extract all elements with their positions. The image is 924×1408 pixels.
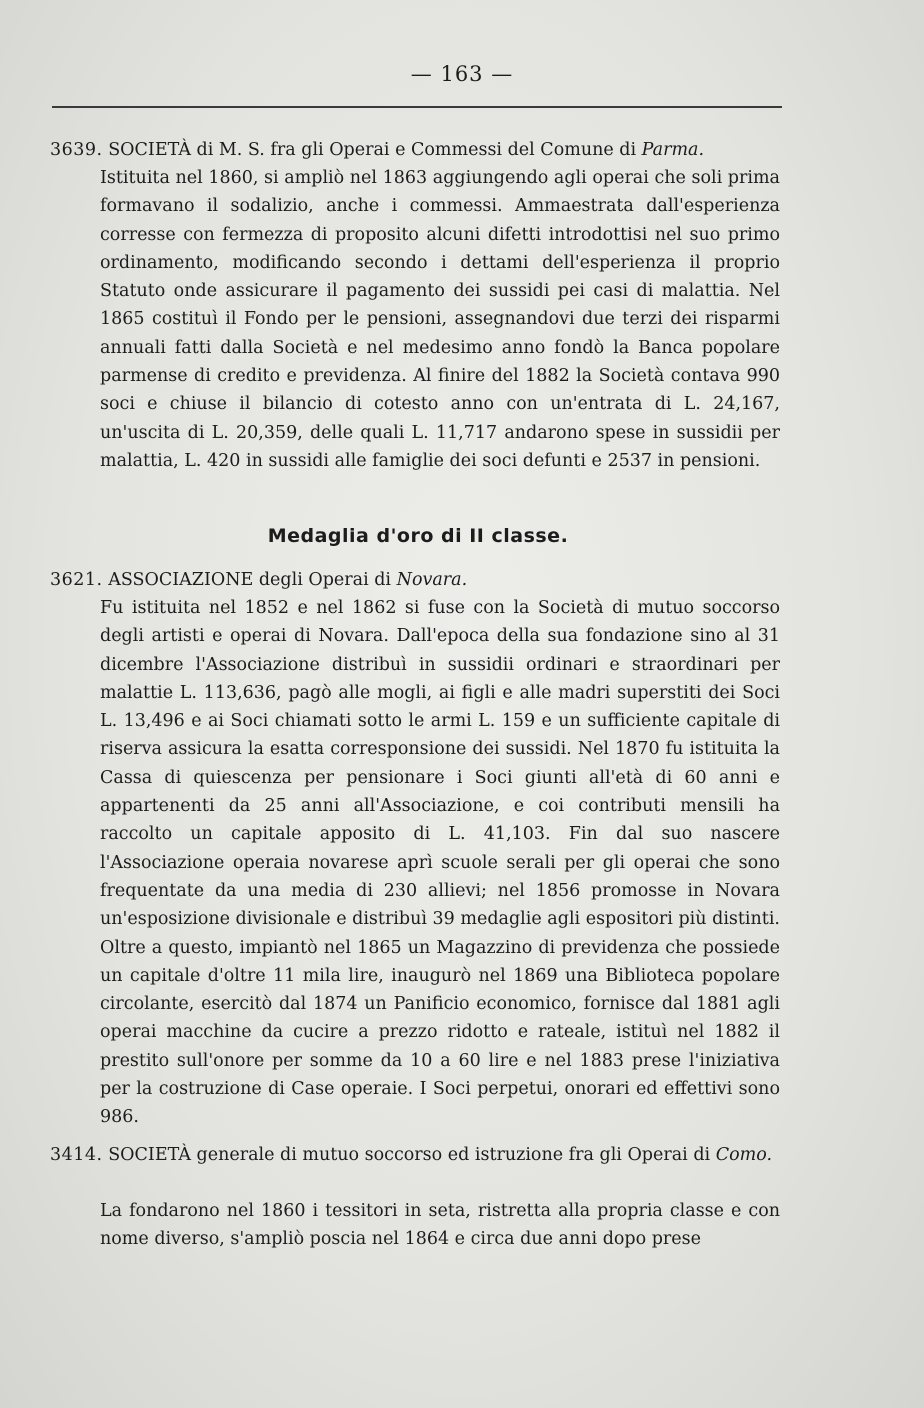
entry-place: Como. [715, 1145, 773, 1165]
entry-heading [50, 566, 780, 594]
entry-body: Fu istituita nel 1852 e nel 1862 si fuse con la Società di mutuo soccorso degli artisti e operai di Novara. Dall'epoca della sua fondazione sino al 31 dicembre l'Associazione distribuì in sussidii ordinari e straordinari per malattie L. 113,636, pagò alle mogli, ai figli e alle madri superstiti dei Soci L. 13,496 e ai Soci chiamati sotto le armi L. 159 e un sufficiente capitale di riserva assicura la esatta corresponsione dei sussidi. Nel 1870 fu istituita la Cassa di quiescenza per pensionare i Soci giunti all'età di 60 anni e appartenenti da 25 anni all'Associazione, e coi contributi mensili ha raccolto un capitale apposito di L. 41,103. Fin dal suo nascere l'Associazione operaia novarese aprì scuole serali per gli operai che sono frequentate da una media di 230 allievi; nel 1856 promosse in Novara un'esposizione divisionale e distribuì 39 medaglie agli espositori più distinti. Oltre a questo, impiantò nel 1865 un Magazzino di previdenza che possiede un capitale d'oltre 11 mila lire, inaugurò nel 1869 una Biblioteca popolare circolante, esercitò dal 1874 un Panificio economico, fornisce dal 1881 agli operai macchine da cucire a prezzo ridotto e rateale, istituì nel 1882 il prestito sull'onore per somme da 10 a 60 lire e nel 1883 prese l'iniziativa per la costruzione di Case operaie. I Soci perpetui, onorari ed effettivi sono 986. [100, 598, 780, 1128]
entry-title: ASSOCIAZIONE degli Operai di [108, 570, 392, 590]
entry-number: 3639. [50, 140, 103, 160]
entry-heading [50, 1141, 780, 1169]
entry-place: Parma. [641, 140, 705, 160]
entry-body: La fondarono nel 1860 i tessitori in seta, ristretta alla propria classe e con nome diverso, s'ampliò poscia nel 1864 e circa due anni dopo prese [100, 1201, 780, 1250]
section-title: Medaglia d'oro di II classe. [267, 525, 569, 547]
entry-place: Novara. [396, 570, 468, 590]
page-number: — 163 — [410, 62, 514, 86]
entry-body: Istituita nel 1860, si ampliò nel 1863 aggiungendo agli operai che soli prima formavano il sodalizio, anche i commessi. Ammaestrata dall'esperienza corresse con fermezza di proposito alcuni difetti introdottisi nel suo primo ordinamento, modificando secondo i dettami dell'esperienza il proprio Statuto onde assicurare il pagamento dei sussidi pei casi di malattia. Nel 1865 costituì il Fondo per le pensioni, assegnandovi due terzi dei risparmi annuali fatti dalla Società e nel medesimo anno fondò la Banca popolare parmense di credito e previdenza. Al finire del 1882 la Società contava 990 soci e chiuse il bilancio di cotesto anno con un'entrata di L. 24,167, un'uscita di L. 20,359, delle quali L. 11,717 andarono spese in sussidii per malattia, L. 420 in sussidi alle famiglie dei soci defunti e 2537 in pensioni. [100, 168, 780, 471]
entry-title: SOCIETÀ generale di mutuo soccorso ed istruzione fra gli Operai di [108, 1145, 711, 1165]
entry-heading [50, 136, 780, 164]
entry-title: SOCIETÀ di M. S. fra gli Operai e Commessi del Comune di [108, 140, 637, 160]
header-rule [52, 106, 782, 108]
entry-number: 3621. [50, 570, 103, 590]
entry-number: 3414. [50, 1145, 103, 1165]
